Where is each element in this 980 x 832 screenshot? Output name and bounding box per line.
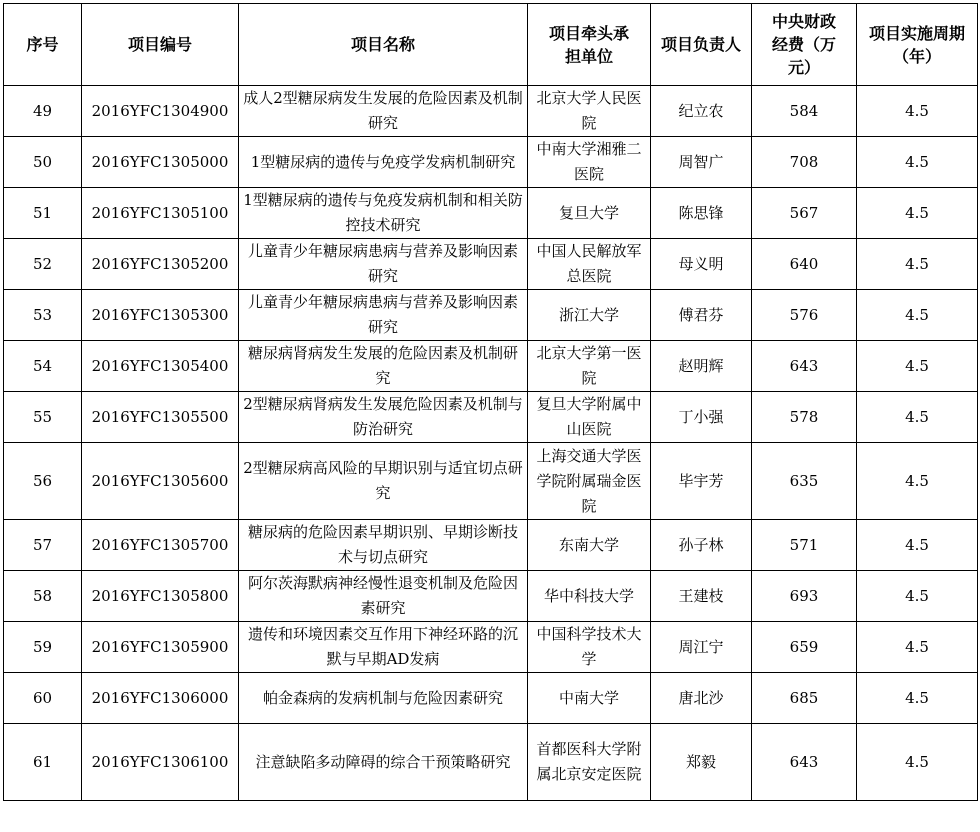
cell-funding: 693 <box>752 571 857 622</box>
cell-code: 2016YFC1304900 <box>82 86 239 137</box>
table-row <box>4 443 978 520</box>
cell-name: 遗传和环境因素交互作用下神经环路的沉默与早期AD发病 <box>239 622 528 673</box>
cell-period: 4.5 <box>857 622 978 673</box>
cell-funding: 578 <box>752 392 857 443</box>
cell-name: 糖尿病的危险因素早期识别、早期诊断技术与切点研究 <box>239 520 528 571</box>
cell-name: 儿童青少年糖尿病患病与营养及影响因素研究 <box>239 290 528 341</box>
table-row <box>4 724 978 801</box>
table-row <box>4 239 978 290</box>
table-row <box>4 86 978 137</box>
cell-leader: 纪立农 <box>651 86 752 137</box>
cell-period: 4.5 <box>857 520 978 571</box>
header-unit: 项目牵头承担单位 <box>528 4 651 86</box>
cell-seq: 58 <box>4 571 82 622</box>
cell-code: 2016YFC1305100 <box>82 188 239 239</box>
cell-funding: 576 <box>752 290 857 341</box>
table-row <box>4 341 978 392</box>
cell-seq: 61 <box>4 724 82 801</box>
cell-funding: 567 <box>752 188 857 239</box>
cell-code: 2016YFC1305500 <box>82 392 239 443</box>
cell-leader: 孙子林 <box>651 520 752 571</box>
cell-unit: 华中科技大学 <box>528 571 651 622</box>
cell-unit: 北京大学人民医院 <box>528 86 651 137</box>
cell-leader: 周智广 <box>651 137 752 188</box>
cell-seq: 56 <box>4 443 82 520</box>
cell-unit: 东南大学 <box>528 520 651 571</box>
cell-unit: 复旦大学附属中山医院 <box>528 392 651 443</box>
cell-seq: 57 <box>4 520 82 571</box>
cell-seq: 49 <box>4 86 82 137</box>
cell-name: 1型糖尿病的遗传与免疫发病机制和相关防控技术研究 <box>239 188 528 239</box>
table-row <box>4 571 978 622</box>
cell-name: 1型糖尿病的遗传与免疫学发病机制研究 <box>239 137 528 188</box>
cell-code: 2016YFC1305700 <box>82 520 239 571</box>
cell-leader: 毕宇芳 <box>651 443 752 520</box>
cell-leader: 丁小强 <box>651 392 752 443</box>
cell-code: 2016YFC1305400 <box>82 341 239 392</box>
cell-unit: 中国科学技术大学 <box>528 622 651 673</box>
cell-seq: 52 <box>4 239 82 290</box>
cell-funding: 584 <box>752 86 857 137</box>
cell-code: 2016YFC1306000 <box>82 673 239 724</box>
cell-period: 4.5 <box>857 290 978 341</box>
cell-funding: 640 <box>752 239 857 290</box>
cell-name: 成人2型糖尿病发生发展的危险因素及机制研究 <box>239 86 528 137</box>
cell-period: 4.5 <box>857 341 978 392</box>
cell-name: 2型糖尿病肾病发生发展危险因素及机制与防治研究 <box>239 392 528 443</box>
cell-seq: 55 <box>4 392 82 443</box>
cell-seq: 50 <box>4 137 82 188</box>
cell-period: 4.5 <box>857 137 978 188</box>
table-row <box>4 188 978 239</box>
cell-name: 糖尿病肾病发生发展的危险因素及机制研究 <box>239 341 528 392</box>
cell-period: 4.5 <box>857 188 978 239</box>
cell-code: 2016YFC1305300 <box>82 290 239 341</box>
cell-period: 4.5 <box>857 724 978 801</box>
table-row <box>4 290 978 341</box>
cell-seq: 59 <box>4 622 82 673</box>
cell-name: 2型糖尿病高风险的早期识别与适宜切点研究 <box>239 443 528 520</box>
table-row <box>4 520 978 571</box>
header-leader: 项目负责人 <box>651 4 752 86</box>
cell-code: 2016YFC1305800 <box>82 571 239 622</box>
cell-seq: 60 <box>4 673 82 724</box>
cell-unit: 北京大学第一医院 <box>528 341 651 392</box>
cell-leader: 母义明 <box>651 239 752 290</box>
cell-code: 2016YFC1305600 <box>82 443 239 520</box>
table-row <box>4 137 978 188</box>
cell-leader: 傅君芬 <box>651 290 752 341</box>
cell-unit: 复旦大学 <box>528 188 651 239</box>
cell-period: 4.5 <box>857 239 978 290</box>
cell-name: 帕金森病的发病机制与危险因素研究 <box>239 673 528 724</box>
cell-seq: 54 <box>4 341 82 392</box>
cell-seq: 51 <box>4 188 82 239</box>
cell-name: 儿童青少年糖尿病患病与营养及影响因素研究 <box>239 239 528 290</box>
cell-leader: 周江宁 <box>651 622 752 673</box>
table-row <box>4 673 978 724</box>
cell-seq: 53 <box>4 290 82 341</box>
cell-funding: 708 <box>752 137 857 188</box>
cell-name: 阿尔茨海默病神经慢性退变机制及危险因素研究 <box>239 571 528 622</box>
cell-code: 2016YFC1305200 <box>82 239 239 290</box>
cell-code: 2016YFC1306100 <box>82 724 239 801</box>
cell-funding: 643 <box>752 341 857 392</box>
header-code: 项目编号 <box>82 4 239 86</box>
table-row <box>4 392 978 443</box>
cell-leader: 王建枝 <box>651 571 752 622</box>
cell-unit: 上海交通大学医学院附属瑞金医院 <box>528 443 651 520</box>
header-funding: 中央财政经费（万元） <box>752 4 857 86</box>
project-table <box>3 3 978 801</box>
cell-period: 4.5 <box>857 673 978 724</box>
cell-leader: 郑毅 <box>651 724 752 801</box>
cell-funding: 571 <box>752 520 857 571</box>
header-name: 项目名称 <box>239 4 528 86</box>
cell-funding: 635 <box>752 443 857 520</box>
cell-name: 注意缺陷多动障碍的综合干预策略研究 <box>239 724 528 801</box>
cell-leader: 赵明辉 <box>651 341 752 392</box>
cell-code: 2016YFC1305000 <box>82 137 239 188</box>
cell-unit: 浙江大学 <box>528 290 651 341</box>
cell-leader: 唐北沙 <box>651 673 752 724</box>
cell-period: 4.5 <box>857 392 978 443</box>
cell-unit: 中南大学 <box>528 673 651 724</box>
table-row <box>4 622 978 673</box>
header-seq: 序号 <box>4 4 82 86</box>
cell-period: 4.5 <box>857 443 978 520</box>
cell-period: 4.5 <box>857 86 978 137</box>
cell-funding: 659 <box>752 622 857 673</box>
cell-unit: 中南大学湘雅二医院 <box>528 137 651 188</box>
header-row <box>4 4 978 86</box>
cell-funding: 685 <box>752 673 857 724</box>
cell-funding: 643 <box>752 724 857 801</box>
cell-code: 2016YFC1305900 <box>82 622 239 673</box>
cell-period: 4.5 <box>857 571 978 622</box>
header-period: 项目实施周期（年） <box>857 4 978 86</box>
cell-unit: 首都医科大学附属北京安定医院 <box>528 724 651 801</box>
cell-unit: 中国人民解放军总医院 <box>528 239 651 290</box>
cell-leader: 陈思锋 <box>651 188 752 239</box>
